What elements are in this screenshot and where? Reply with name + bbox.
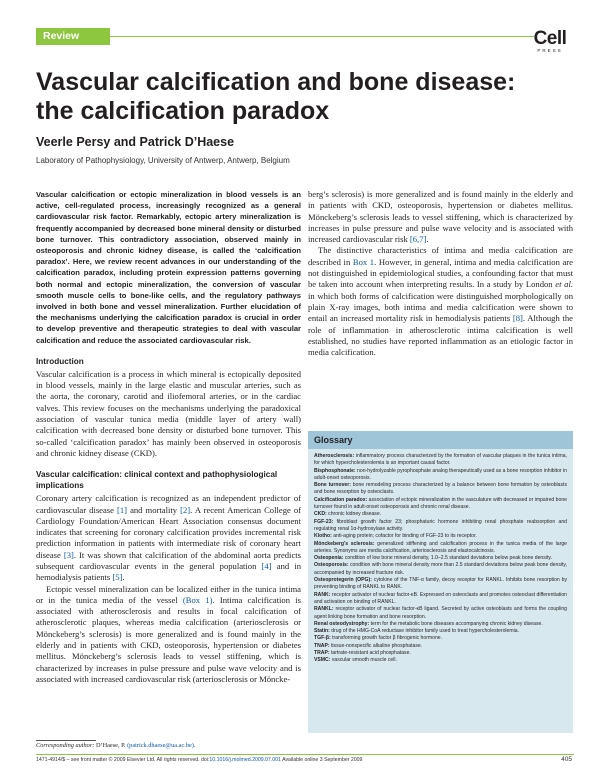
glossary-entry	[314, 453, 567, 468]
glossary-entry	[314, 555, 567, 562]
glossary-entry	[314, 562, 567, 577]
reference-link[interactable]: [4]	[261, 561, 272, 571]
glossary-term: Bisphosphonate:	[314, 467, 356, 474]
article-authors: Veerle Persy and Patrick D’Haese	[36, 135, 235, 149]
glossary-term: TNAP:	[314, 642, 330, 649]
glossary-definition: generalized stiffening and calcification process in the tunica media of the large arteries. Synonyms are media calcification, arteriosclerosis and elastocalcinosis.	[314, 540, 567, 554]
glossary-definition: term for the metabolic bone diseases accompanying chronic kidney disease.	[369, 620, 543, 627]
intro-body	[36, 369, 301, 459]
glossary-entry	[314, 497, 567, 512]
glossary-heading: Glossary	[308, 431, 573, 449]
continued-text: (arteriosclerosis or Möncke-	[192, 673, 291, 684]
glossary-definition: tissue-nonspecific alkaline phosphatase.	[329, 642, 423, 649]
glossary-term: TRAP:	[314, 650, 330, 657]
glossary-definition: anti-aging protein; cofactor for binding of FGF-23 to its receptor.	[331, 533, 477, 540]
logo-word: Cell	[533, 28, 567, 49]
glossary-entry	[314, 511, 567, 518]
glossary-entry	[314, 519, 567, 534]
glossary-definition: association of ectopic mineralization in the vasculature with decreased or impaired bone turnover found in adult-onset osteoporosis and chronic renal disease.	[314, 496, 567, 511]
glossary-definition: cytokine of the TNF-α family, decoy receptor for RANKL. Inhibits bone resorption by preventing binding of RANKL to RANK.	[314, 577, 568, 591]
glossary-term: TGF-β:	[314, 635, 331, 642]
glossary-list	[308, 449, 573, 665]
right-column	[308, 189, 573, 358]
box-link[interactable]: (Box 1)	[182, 594, 213, 605]
glossary-definition: receptor activator of nuclear factor-κB. Expressed on osteoclasts and promotes osteoclast differentiation and activation on binding of RANKL.	[314, 591, 567, 605]
glossary-definition: fibroblast growth factor 23; phosphaturic hormone inhibiting renal phosphate reabsorption and regulating renal 1α-hydroxylase activity.	[314, 518, 567, 532]
glossary-term: CKD:	[314, 511, 327, 518]
box-link[interactable]: Box 1	[352, 256, 375, 267]
glossary-entry	[314, 635, 567, 642]
glossary-term: FGF-23:	[314, 518, 334, 525]
reference-link[interactable]: [8]	[512, 313, 523, 324]
glossary-definition: chronic kidney disease.	[326, 511, 382, 518]
header-rule	[110, 36, 534, 37]
glossary-definition: vascular smooth muscle cell.	[330, 657, 397, 664]
glossary-definition: tartrate-resistant acid phosphatase.	[329, 650, 411, 657]
clinical-paragraph-2: Ectopic vessel mineralization can be localized either in the tunica intima or in the tunica media of the vessel (Box 1). Intima calcification is associated with atherosclerosis and results in focal calcification of atherosclerotic plaques, whereas media calcification (arteriosclerosis or Mönckeberg’s sclerosis) is more generalized and is found mainly in the elderly and in patients with CKD, osteoporosis, hypertension or diabetes mellitus. Mönckeberg’s sclerosis leads to vessel stiffening, which is characterized by increases in pulse pressure and pulse wave velocity and is associated with increased cardiovascular risk (arteriosclerosis or Möncke-	[36, 583, 301, 684]
glossary-entry	[314, 606, 567, 621]
glossary-entry	[314, 468, 567, 483]
glossary-definition: condition of low bone mineral density, 1.0–2.5 standard deviations below peak bone density.	[343, 555, 552, 562]
clinical-paragraph-3: The distinctive characteristics of intima and media calcification are described in Box 1. However, in general, intima and media calcification are not distinguished in epidemiological studies, a confounding factor that must be taken into account when interpreting results. In a study by London et al. in which both forms of calcification were distinguished morphologically on plain X-ray images, both intima and media calcification were shown to entail an increased mortality risk in hemodialysis patients [8]. Although the role of inflammation in atherosclerotic intima calcification is well established, no studies have reported inflammation as an etiologic factor in media calcification.	[308, 245, 574, 358]
left-column	[36, 189, 301, 685]
glossary-term: Mönckeberg’s sclerosis:	[314, 540, 375, 547]
glossary-term: Renal osteodystrophy:	[314, 620, 370, 627]
page-number: 405	[561, 756, 572, 763]
glossary-definition: condition with bone mineral density more than 2.5 standard deviations below peak bone density, accompanied by increased fracture risk.	[314, 562, 567, 576]
email-link[interactable]: (patrick.dhaese@ua.ac.be)	[127, 742, 194, 749]
reference-link[interactable]: [2]	[180, 504, 191, 515]
glossary-entry	[314, 643, 567, 650]
glossary-entry	[314, 533, 567, 540]
glossary-definition: transforming growth factor β fibrogenic hormone.	[330, 635, 443, 642]
reference-link[interactable]: [3]	[63, 549, 74, 560]
clinical-paragraph-2-cont: berg’s sclerosis) is more generalized and is found mainly in the elderly and in patients with CKD, osteoporosis, hypertension or diabetes mellitus. Mönckeberg’s sclerosis leads to vessel stiffening, which is characterized by increases in pulse pressure and pulse wave velocity and is associated with increased cardiovascular risk [6,7].	[308, 189, 573, 245]
glossary-definition: drug of the HMG-CoA reductase inhibitor family used to treat hypercholesterolemia.	[329, 628, 519, 635]
footer-rule	[36, 754, 574, 755]
glossary-term: Osteoprotegerin (OPG):	[314, 577, 372, 584]
glossary-entry	[314, 541, 567, 556]
glossary-entry	[314, 482, 567, 497]
glossary-term: RANKL:	[314, 606, 334, 613]
glossary-term: VSMC:	[314, 657, 331, 664]
abstract: Vascular calcification or ectopic mineralization in blood vessels is an active, cell-regulated process, increasingly recognized as a general cardiovascular risk factor. Remarkably, ectopic artery mineralization is frequently accompanied by decreased bone mineral density or disturbed bone turnover. This contradictory association, observed mainly in osteoporosis and chronic kidney disease, is called the ‘calcification paradox’. Here, we review recent advances in our understanding of the calcification paradox, including protein expression patterns governing both normal and ectopic mineralization, the conversion of vascular smooth muscle cells to bone-like cells, and the regulatory pathways involved in both bone and vessel mineralization. Further elucidation of the mechanisms underlying the calcification paradox is crucial in order to develop preventive and therapeutic strategies to deal with vascular calcification and reduce the associated cardiovascular risk.	[36, 190, 301, 345]
clinical-paragraph-1: Coronary artery calcification is recognized as an independent predictor of cardiovascular disease [1] and mortality [2]. A recent American College of Cardiology Foundation/American Heart Association consensus document indicates that screening for coronary calcification provides incremental risk prediction information in patients with intermediate risk of coronary heart disease [3]. It was shown that calcification of the abdominal aorta predicts subsequent cardiovascular events in the general population [4] and in hemodialysis patients [5].	[36, 493, 302, 583]
glossary-term: Osteopenia:	[314, 555, 344, 562]
footer-info: 1471-4914/$ – see front matter © 2009 Elsevier Ltd. All rights reserved. doi:10.1016/j.molmed.2009.07.001 Available online 3 September 2009	[36, 757, 363, 763]
glossary-entry	[314, 577, 567, 592]
glossary-definition: receptor activator of nuclear factor-κB ligand. Secreted by active osteoblasts and forms the coupling agent linking bone formation and bone resorption.	[314, 606, 567, 620]
glossary-definition: bone remodeling process characterized by a balance between bone formation by osteoblasts and bone resorption by osteoclasts.	[314, 482, 567, 496]
glossary-definition: inflammatory process characterized by the formation of vascular plaques in the tunica intima, for which hypercholesterolemia is an important causal factor.	[314, 453, 567, 467]
glossary-term: RANK:	[314, 591, 331, 598]
section-tab: Review	[36, 28, 110, 45]
clinical-body	[36, 493, 301, 685]
right-body	[308, 189, 573, 358]
glossary-term: Klotho:	[314, 533, 332, 540]
reference-link[interactable]: [6,7]	[409, 234, 427, 245]
glossary-term: Atherosclerosis:	[314, 453, 355, 459]
reference-link[interactable]: [1]	[117, 504, 128, 515]
intro-heading: Introduction	[36, 356, 84, 366]
glossary-term: Bone turnover:	[314, 482, 351, 489]
article-affiliation: Laboratory of Pathophysiology, University of Antwerp, Antwerp, Belgium	[36, 156, 290, 165]
glossary-definition: non-hydrolyzable pyrophosphate analog therapeutically used as a bone resorption inhibitor in adult-onset osteoporosis.	[314, 467, 567, 481]
glossary-term: Osteoporosis:	[314, 562, 349, 569]
cell-press-logo	[532, 30, 568, 54]
glossary-box	[308, 431, 573, 733]
glossary-term: Calcification paradox:	[314, 496, 368, 503]
glossary-entry	[314, 650, 567, 657]
article-title: Vascular calcification and bone disease: the calcification paradox	[36, 68, 516, 125]
doi-link[interactable]: 10.1016/j.molmed.2009.07.001	[209, 757, 281, 763]
intro-paragraph: Vascular calcification is a process in which mineral is ectopically deposited in blood vessels, mainly in the large elastic and muscular arteries, such as the aorta, the coronary, carotid and iliofemoral arteries, or in the cardiac valves. This review focuses on the mechanisms underlying the paradoxical association of vascular tunica media (middle layer of artery wall) calcification with decreased bone density or disturbed bone turnover. This so-called ‘calcification paradox’ has mainly been observed in osteoporosis and chronic kidney disease (CKD).	[36, 368, 301, 458]
clinical-heading: Vascular calcification: clinical context and pathophysiological implications	[36, 470, 278, 491]
logo-sub: PRESS	[537, 48, 563, 53]
glossary-term: Statin:	[314, 628, 330, 635]
reference-link[interactable]: [5]	[112, 572, 123, 583]
glossary-entry	[314, 592, 567, 607]
glossary-entry	[314, 621, 567, 628]
footnote-rule	[36, 740, 96, 741]
glossary-entry	[314, 628, 567, 635]
glossary-entry	[314, 657, 567, 664]
corresponding-author: Corresponding author: D’Haese, P. (patrick.dhaese@ua.ac.be).	[36, 742, 196, 749]
